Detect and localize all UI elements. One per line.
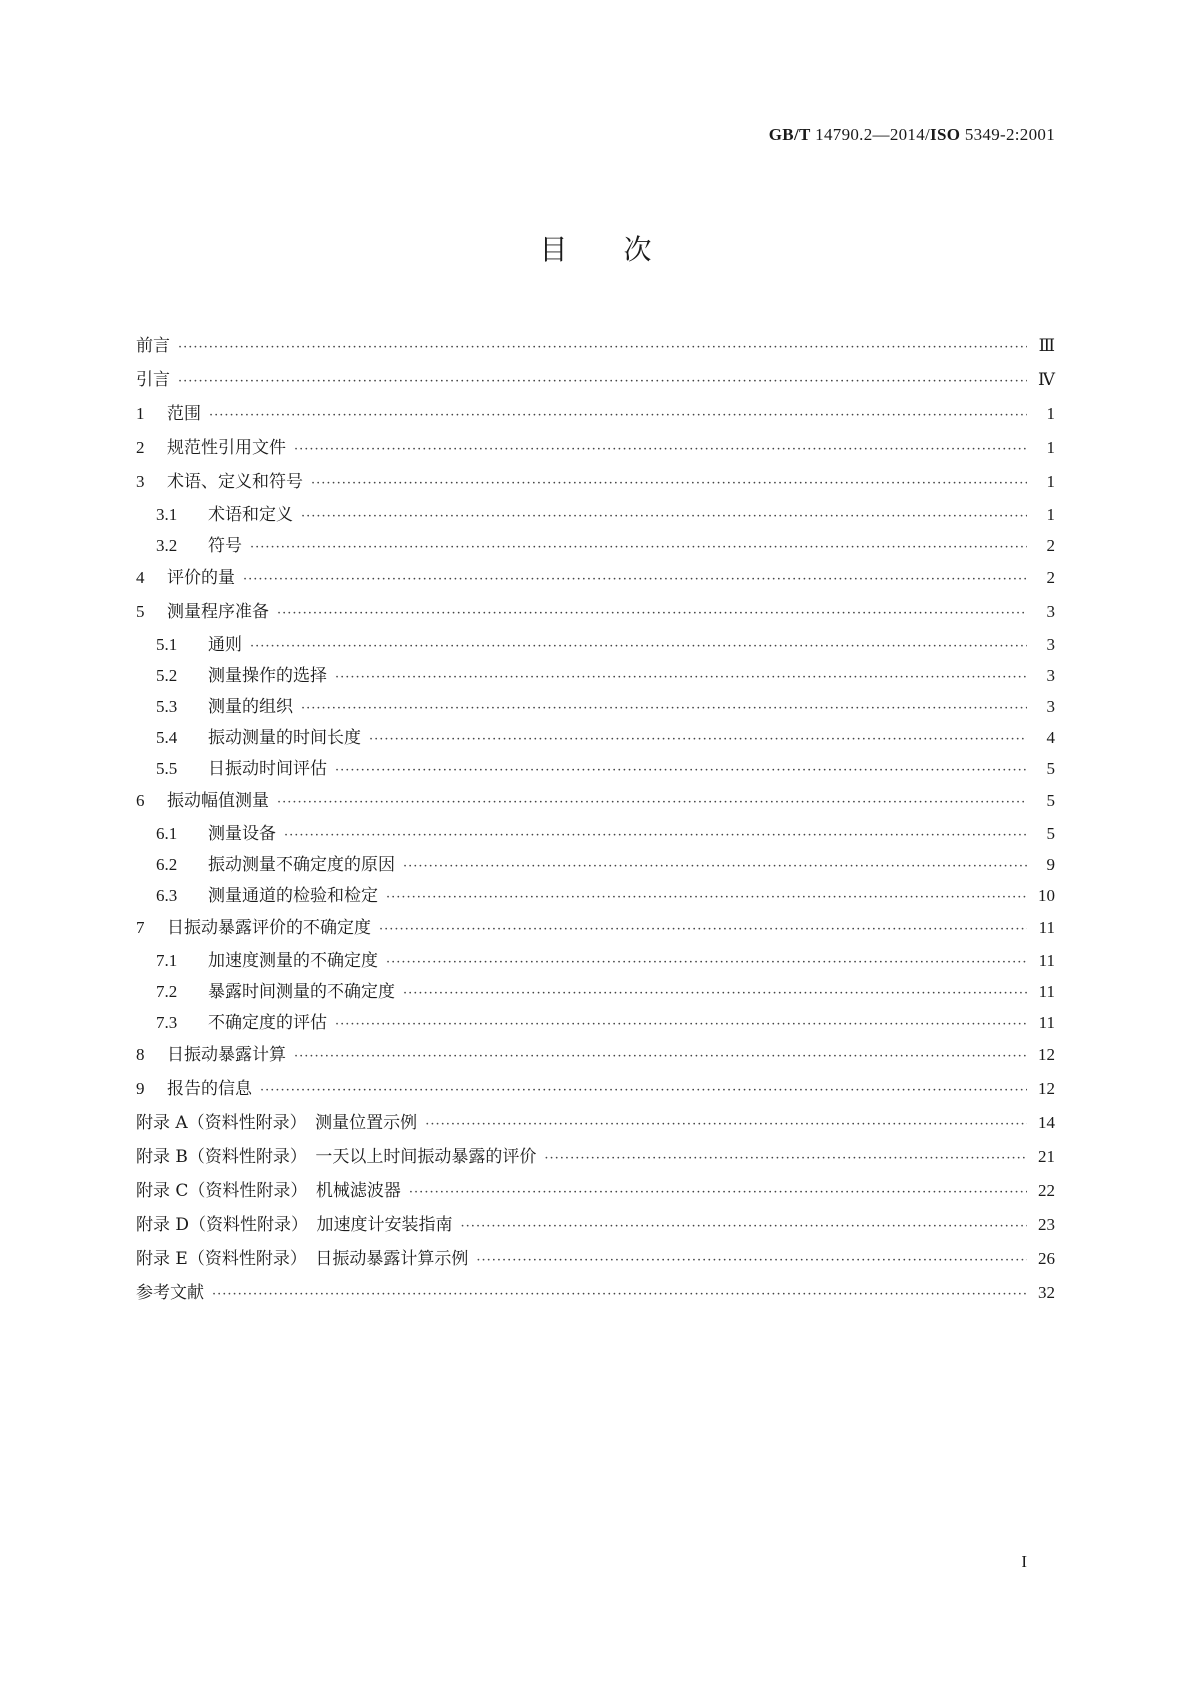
dot-leader bbox=[277, 597, 1027, 631]
page-number: I bbox=[1021, 1552, 1027, 1571]
toc-entry-page: 10 bbox=[1038, 886, 1055, 905]
toc-entry[interactable] bbox=[136, 1208, 1055, 1242]
dot-leader bbox=[301, 501, 1027, 532]
toc-entry[interactable] bbox=[136, 784, 1055, 818]
toc-entry-label: 引言 bbox=[136, 370, 170, 390]
toc-entry-page: 1 bbox=[1046, 472, 1055, 491]
toc-entry-label: 附录 D（资料性附录） 加速度计安装指南 bbox=[136, 1215, 453, 1235]
toc-entry-number: 2 bbox=[136, 438, 145, 457]
dot-leader bbox=[476, 1244, 1027, 1278]
toc-entry-number: 8 bbox=[136, 1045, 145, 1064]
standard-code bbox=[769, 125, 1055, 145]
toc-entry-label: 日振动时间评估 bbox=[208, 759, 327, 779]
toc-entry-page: 9 bbox=[1046, 855, 1055, 874]
toc-entry-label: 评价的量 bbox=[167, 568, 235, 588]
toc-entry-number: 3.1 bbox=[156, 505, 178, 524]
toc-entry-label: 附录 B（资料性附录） 一天以上时间振动暴露的评价 bbox=[136, 1147, 537, 1167]
toc-entry[interactable] bbox=[136, 818, 1055, 849]
toc-entry-label: 规范性引用文件 bbox=[167, 438, 286, 458]
toc-entry-label: 振动幅值测量 bbox=[167, 791, 269, 811]
dot-leader bbox=[178, 365, 1027, 399]
toc-entry[interactable] bbox=[136, 753, 1055, 784]
dot-leader bbox=[369, 724, 1027, 755]
toc-entry-page: 5 bbox=[1046, 824, 1055, 843]
toc-entry[interactable] bbox=[136, 1007, 1055, 1038]
dot-leader bbox=[277, 786, 1027, 820]
toc-entry[interactable] bbox=[136, 880, 1055, 911]
toc-entry-label: 测量操作的选择 bbox=[208, 666, 327, 686]
toc-entry-number: 5.2 bbox=[156, 666, 178, 685]
dot-leader bbox=[209, 399, 1027, 433]
toc-entry-number: 5.3 bbox=[156, 697, 178, 716]
dot-leader bbox=[409, 1176, 1027, 1210]
toc-entry[interactable] bbox=[136, 945, 1055, 976]
dot-leader bbox=[243, 563, 1027, 597]
standard-number: 14790.2—2014/ bbox=[815, 125, 931, 144]
dot-leader bbox=[425, 1108, 1027, 1142]
toc-entry-label: 测量的组织 bbox=[208, 697, 293, 717]
dot-leader bbox=[386, 947, 1027, 978]
dot-leader bbox=[250, 631, 1027, 662]
toc-entry[interactable] bbox=[136, 499, 1055, 530]
toc-entry-page: 32 bbox=[1038, 1283, 1055, 1302]
toc-entry[interactable] bbox=[136, 722, 1055, 753]
dot-leader bbox=[544, 1142, 1027, 1176]
dot-leader bbox=[250, 532, 1027, 563]
toc-entry[interactable] bbox=[136, 1140, 1055, 1174]
toc-entry-page: 5 bbox=[1046, 791, 1055, 810]
toc-entry-page: 14 bbox=[1038, 1113, 1055, 1132]
toc-entry-label: 附录 E（资料性附录） 日振动暴露计算示例 bbox=[136, 1249, 469, 1269]
toc-entry-label: 术语、定义和符号 bbox=[167, 472, 303, 492]
toc-entry-number: 5.4 bbox=[156, 728, 178, 747]
toc-entry-label: 暴露时间测量的不确定度 bbox=[208, 982, 395, 1002]
toc-entry-number: 9 bbox=[136, 1079, 145, 1098]
toc-entry-label: 附录 A（资料性附录） 测量位置示例 bbox=[136, 1113, 418, 1133]
toc-entry-number: 7.3 bbox=[156, 1013, 178, 1032]
toc-entry-page: 2 bbox=[1046, 536, 1055, 555]
dot-leader bbox=[301, 693, 1027, 724]
dot-leader bbox=[284, 820, 1027, 851]
toc-entry[interactable] bbox=[136, 1174, 1055, 1208]
toc-entry-page: 3 bbox=[1046, 697, 1055, 716]
standard-prefix: GB/T bbox=[768, 125, 811, 144]
toc-entry-page: 23 bbox=[1038, 1215, 1055, 1234]
toc-entry[interactable] bbox=[136, 530, 1055, 561]
toc-entry-number: 6.3 bbox=[156, 886, 178, 905]
toc-entry[interactable] bbox=[136, 1106, 1055, 1140]
toc-entry[interactable] bbox=[136, 397, 1055, 431]
toc-entry-label: 范围 bbox=[167, 404, 201, 424]
toc-entry[interactable] bbox=[136, 849, 1055, 880]
toc-entry[interactable] bbox=[136, 1072, 1055, 1106]
toc-entry-number: 3.2 bbox=[156, 536, 178, 555]
dot-leader bbox=[386, 882, 1027, 913]
toc-entry-label: 测量通道的检验和检定 bbox=[208, 886, 378, 906]
toc-entry-number: 7 bbox=[136, 918, 145, 937]
toc-entry-page: 11 bbox=[1038, 951, 1055, 970]
dot-leader bbox=[294, 433, 1027, 467]
toc-entry-number: 5 bbox=[136, 602, 145, 621]
toc-entry-number: 3 bbox=[136, 472, 145, 491]
toc-entry[interactable] bbox=[136, 629, 1055, 660]
toc-entry-number: 6.1 bbox=[156, 824, 178, 843]
toc-entry[interactable] bbox=[136, 431, 1055, 465]
toc-entry-number: 6 bbox=[136, 791, 145, 810]
dot-leader bbox=[403, 978, 1027, 1009]
toc-entry[interactable] bbox=[136, 1276, 1055, 1310]
toc-entry-label: 不确定度的评估 bbox=[208, 1013, 327, 1033]
toc-entry[interactable] bbox=[136, 363, 1055, 397]
toc-entry[interactable] bbox=[136, 595, 1055, 629]
toc-entry[interactable] bbox=[136, 1038, 1055, 1072]
toc-entry-label: 振动测量的时间长度 bbox=[208, 728, 361, 748]
toc-entry-label: 通则 bbox=[208, 635, 242, 655]
toc-entry-page: 4 bbox=[1046, 728, 1055, 747]
toc-entry[interactable] bbox=[136, 976, 1055, 1007]
toc-entry-label: 附录 C（资料性附录） 机械滤波器 bbox=[136, 1181, 401, 1201]
toc-entry-label: 振动测量不确定度的原因 bbox=[208, 855, 395, 875]
toc-entry-number: 4 bbox=[136, 568, 145, 587]
toc-entry-number: 1 bbox=[136, 404, 145, 423]
dot-leader bbox=[178, 331, 1027, 365]
dot-leader bbox=[461, 1210, 1027, 1244]
toc-entry-label: 日振动暴露计算 bbox=[167, 1045, 286, 1065]
toc-entry-page: Ⅲ bbox=[1038, 336, 1055, 355]
dot-leader bbox=[294, 1040, 1027, 1074]
toc-entry-page: 3 bbox=[1046, 666, 1055, 685]
toc-entry-page: 12 bbox=[1038, 1079, 1055, 1098]
toc-entry-page: 5 bbox=[1046, 759, 1055, 778]
toc-entry-page: 26 bbox=[1038, 1249, 1055, 1268]
dot-leader bbox=[335, 662, 1027, 693]
toc-entry-page: 12 bbox=[1038, 1045, 1055, 1064]
toc-entry-label: 加速度测量的不确定度 bbox=[208, 951, 378, 971]
toc-entry-number: 7.2 bbox=[156, 982, 178, 1001]
toc-entry-label: 测量程序准备 bbox=[167, 602, 269, 622]
page-title: 目次 bbox=[539, 233, 708, 266]
toc-entry-label: 日振动暴露评价的不确定度 bbox=[167, 918, 371, 938]
toc-entry-label: 测量设备 bbox=[208, 824, 276, 844]
toc-entry-page: 3 bbox=[1046, 635, 1055, 654]
toc-entry[interactable] bbox=[136, 329, 1055, 363]
toc-entry[interactable] bbox=[136, 691, 1055, 722]
dot-leader bbox=[335, 1009, 1027, 1040]
iso-number: 5349-2:2001 bbox=[964, 125, 1055, 144]
toc-entry[interactable] bbox=[136, 911, 1055, 945]
toc-entry-page: 1 bbox=[1046, 438, 1055, 457]
iso-prefix: ISO bbox=[930, 125, 961, 144]
dot-leader bbox=[311, 467, 1027, 501]
toc-entry[interactable] bbox=[136, 561, 1055, 595]
toc-entry-label: 参考文献 bbox=[136, 1283, 204, 1303]
toc-entry[interactable] bbox=[136, 465, 1055, 499]
dot-leader bbox=[379, 913, 1027, 947]
toc-entry-page: 1 bbox=[1046, 404, 1055, 423]
toc-entry-page: 11 bbox=[1038, 918, 1055, 937]
toc-entry-page: 22 bbox=[1038, 1181, 1055, 1200]
toc-entry[interactable] bbox=[136, 660, 1055, 691]
dot-leader bbox=[260, 1074, 1027, 1108]
toc-entry-number: 6.2 bbox=[156, 855, 178, 874]
toc-entry-page: 1 bbox=[1046, 505, 1055, 524]
table-of-contents bbox=[136, 329, 1055, 1310]
toc-entry-label: 前言 bbox=[136, 336, 170, 356]
toc-entry-page: 21 bbox=[1038, 1147, 1055, 1166]
toc-entry[interactable] bbox=[136, 1242, 1055, 1276]
toc-entry-page: 2 bbox=[1046, 568, 1055, 587]
dot-leader bbox=[335, 755, 1027, 786]
toc-entry-label: 术语和定义 bbox=[208, 505, 293, 525]
toc-entry-page: 11 bbox=[1038, 982, 1055, 1001]
toc-entry-number: 5.1 bbox=[156, 635, 178, 654]
dot-leader bbox=[212, 1278, 1027, 1312]
toc-entry-page: Ⅳ bbox=[1038, 370, 1055, 389]
toc-entry-number: 7.1 bbox=[156, 951, 178, 970]
toc-entry-label: 报告的信息 bbox=[167, 1079, 252, 1099]
dot-leader bbox=[403, 851, 1027, 882]
toc-entry-page: 11 bbox=[1038, 1013, 1055, 1032]
toc-entry-page: 3 bbox=[1046, 602, 1055, 621]
toc-entry-number: 5.5 bbox=[156, 759, 178, 778]
toc-entry-label: 符号 bbox=[208, 536, 242, 556]
